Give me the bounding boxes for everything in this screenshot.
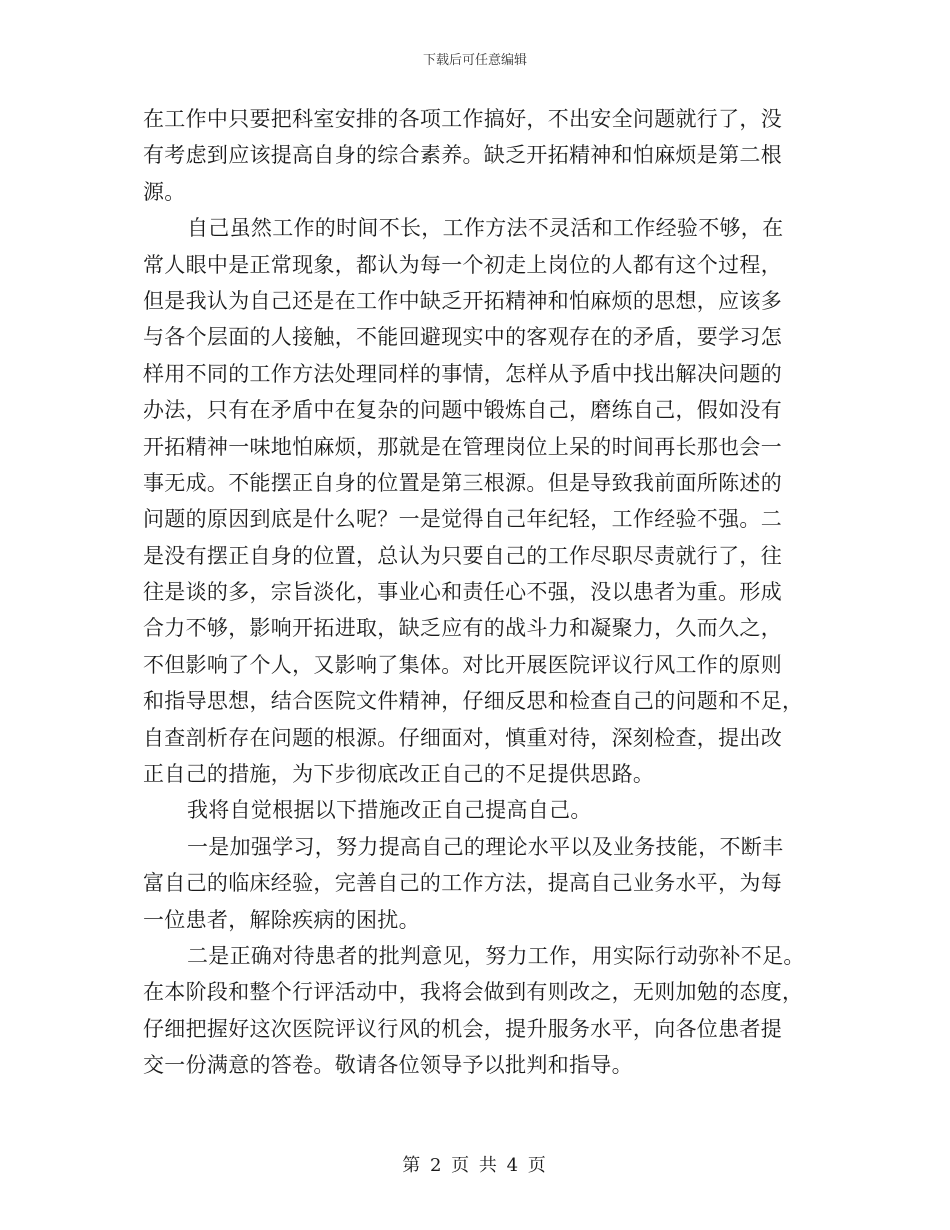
page-number-footer: 第 2 页 共 4 页	[402, 1155, 548, 1176]
text-line: 源。	[143, 179, 186, 204]
text-line: 办法，只有在矛盾中在复杂的问题中锻炼自己，磨练自己，假如没有	[143, 398, 782, 423]
text-line: 但是我认为自己还是在工作中缺乏开拓精神和怕麻烦的思想，应该多	[143, 288, 782, 313]
text-line: 正自己的措施，为下步彻底改正自己的不足提供思路。	[143, 762, 655, 787]
text-line: 有考虑到应该提高自身的综合素养。缺乏开拓精神和怕麻烦是第二根	[143, 143, 782, 168]
text-line: 常人眼中是正常现象，都认为每一个初走上岗位的人都有这个过程，	[143, 252, 782, 277]
text-line: 和指导思想，结合医院文件精神，仔细反思和检查自己的问题和不足，	[143, 689, 804, 714]
text-line: 事无成。不能摆正自身的位置是第三根源。但是导致我前面所陈述的	[143, 470, 782, 495]
text-line: 仔细把握好这次医院评议行风的机会，提升服务水平，向各位患者提	[143, 1016, 782, 1041]
text-line: 一位患者，解除疾病的困扰。	[143, 907, 420, 932]
text-line: 不但影响了个人，又影响了集体。对比开展医院评议行风工作的原则	[143, 652, 782, 677]
text-line: 在本阶段和整个行评活动中，我将会做到有则改之，无则加勉的态度，	[143, 980, 804, 1005]
paragraph-start-line: 二是正确对待患者的批判意见，努力工作，用实际行动弥补不足。	[187, 943, 805, 968]
text-line: 自查剖析存在问题的根源。仔细面对，慎重对待，深刻检查，提出改	[143, 725, 782, 750]
text-line: 富自己的临床经验，完善自己的工作方法，提高自己业务水平，为每	[143, 871, 782, 896]
text-line: 问题的原因到底是什么呢？一是觉得自己年纪轻，工作经验不强。二	[143, 507, 782, 532]
paragraph-start-line: 自己虽然工作的时间不长，工作方法不灵活和工作经验不够，在	[187, 216, 784, 241]
text-line: 开拓精神一味地怕麻烦，那就是在管理岗位上呆的时间再长那也会一	[143, 434, 782, 459]
text-line: 交一份满意的答卷。敬请各位领导予以批判和指导。	[143, 1053, 633, 1078]
document-body	[143, 101, 808, 1084]
text-line: 与各个层面的人接触，不能回避现实中的客观存在的矛盾，要学习怎	[143, 325, 782, 350]
paragraph-start-line: 我将自觉根据以下措施改正自己提高自己。	[187, 798, 592, 823]
text-line: 合力不够，影响开拓进取，缺乏应有的战斗力和凝聚力，久而久之，	[143, 616, 782, 641]
text-line: 往是谈的多，宗旨淡化，事业心和责任心不强，没以患者为重。形成	[143, 580, 782, 605]
text-line: 在工作中只要把科室安排的各项工作搞好，不出安全问题就行了，没	[143, 107, 782, 131]
text-line: 样用不同的工作方法处理同样的事情，怎样从予盾中找出解决问题的	[143, 361, 782, 386]
page-header: 下载后可任意编辑	[422, 53, 527, 68]
paragraph-start-line: 一是加强学习，努力提高自己的理论水平以及业务技能，不断丰	[187, 834, 784, 859]
text-line: 是没有摆正自身的位置，总认为只要自己的工作尽职尽责就行了，往	[143, 543, 782, 568]
